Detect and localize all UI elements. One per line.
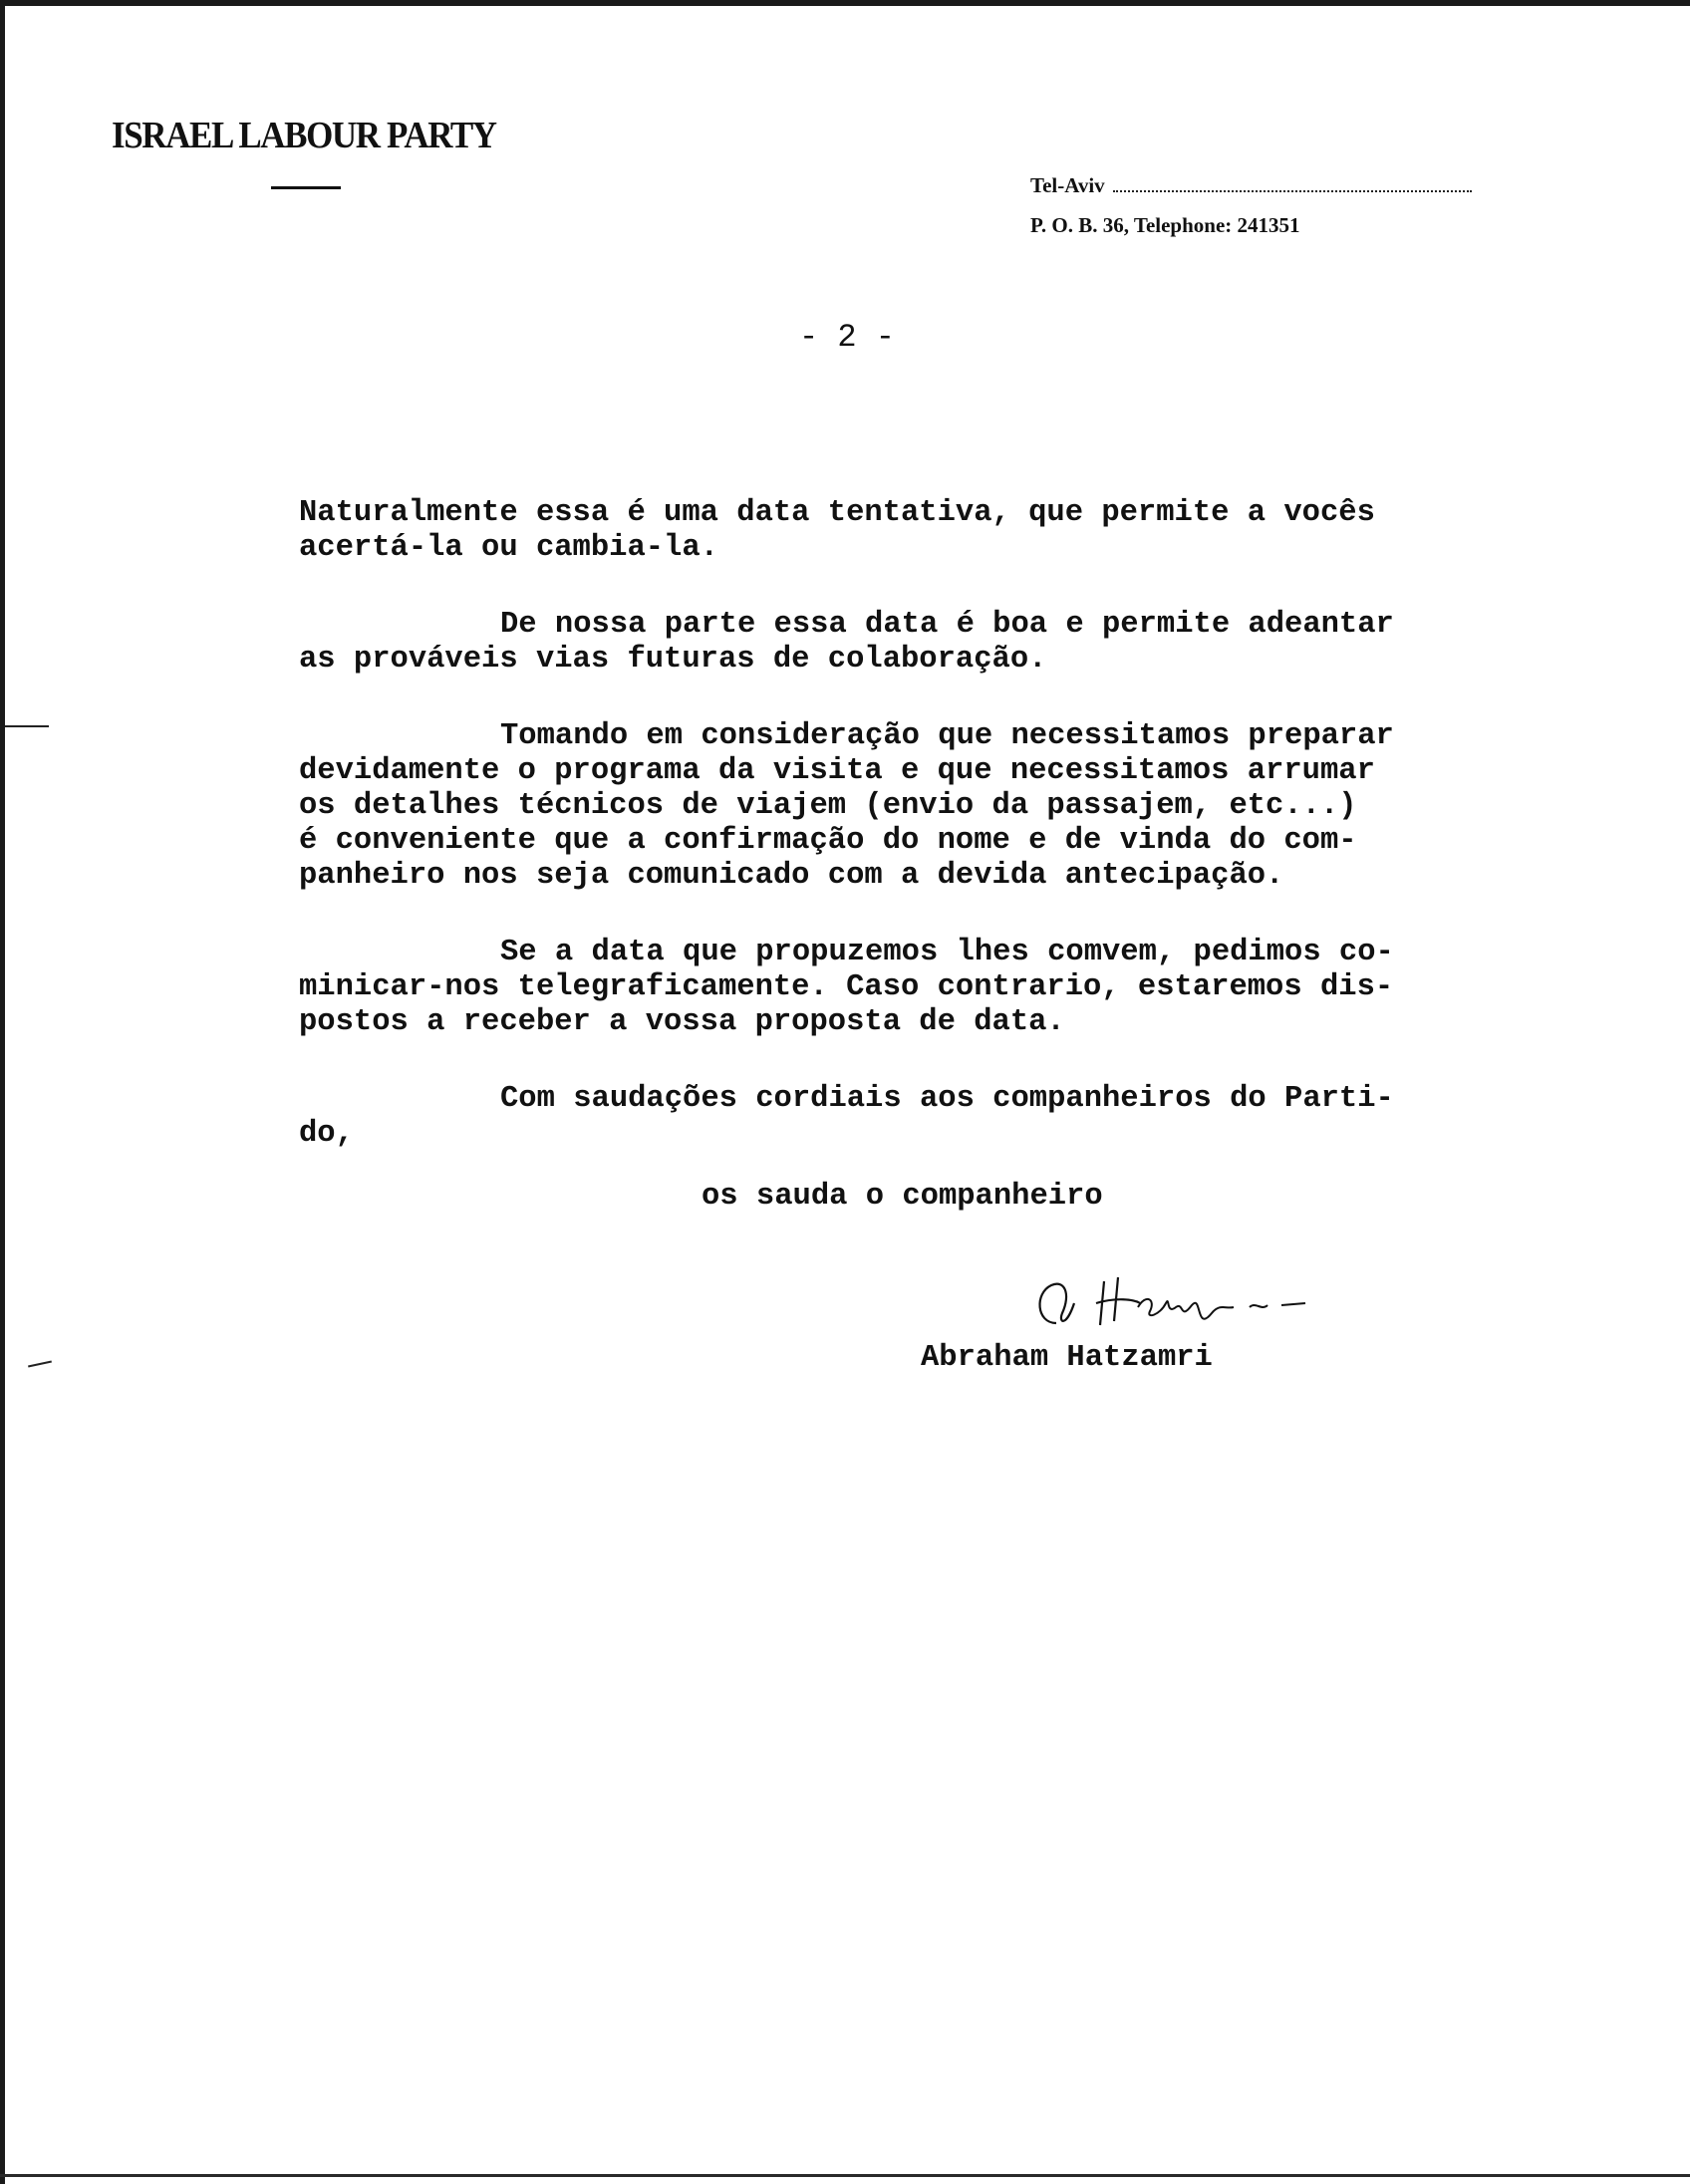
letterhead-organization: ISRAEL LABOUR PARTY	[112, 115, 496, 156]
signer-name: Abraham Hatzamri	[921, 1341, 1213, 1375]
margin-mark	[28, 1361, 52, 1368]
paragraph: De nossa parte essa data é boa e permite adeantar as prováveis vias futuras de colaboração.	[299, 608, 1394, 677]
paragraph: Tomando em consideração que necessitamos preparar devidamente o programa da visita e que necessitamos arrumar os detalhes técnicos de viajem (envio da passajem, etc...) é conveniente que a confirmação do nome e de vinda do com- panheiro nos seja comunicado com a devida antecipação.	[299, 719, 1394, 893]
margin-mark	[5, 725, 49, 727]
paragraph: Naturalmente essa é uma data tentativa, que permite a vocês acertá-la ou cambia-la.	[299, 496, 1375, 565]
letterhead-address: P. O. B. 36, Telephone: 241351	[1030, 213, 1300, 237]
page-border-left	[0, 0, 5, 2184]
city-label: Tel-Aviv	[1030, 173, 1105, 197]
closing-line: os sauda o companheiro	[702, 1180, 1103, 1214]
letter-body	[299, 496, 1515, 1194]
paragraph: Se a data que propuzemos lhes comvem, pedimos co- minicar-nos telegraficamente. Caso contrario, estaremos dis- postos a receber a vossa proposta de data.	[299, 936, 1394, 1039]
page-border-top	[0, 0, 1690, 6]
letterhead-rule	[271, 186, 341, 189]
page-border-bottom	[0, 2174, 1690, 2177]
date-dotted-line	[1113, 188, 1472, 192]
handwritten-signature	[1016, 1263, 1345, 1343]
paragraph: Com saudações cordiais aos companheiros do Parti- do,	[299, 1082, 1394, 1151]
page-number: - 2 -	[798, 319, 895, 356]
letterhead-city	[1030, 173, 1472, 198]
